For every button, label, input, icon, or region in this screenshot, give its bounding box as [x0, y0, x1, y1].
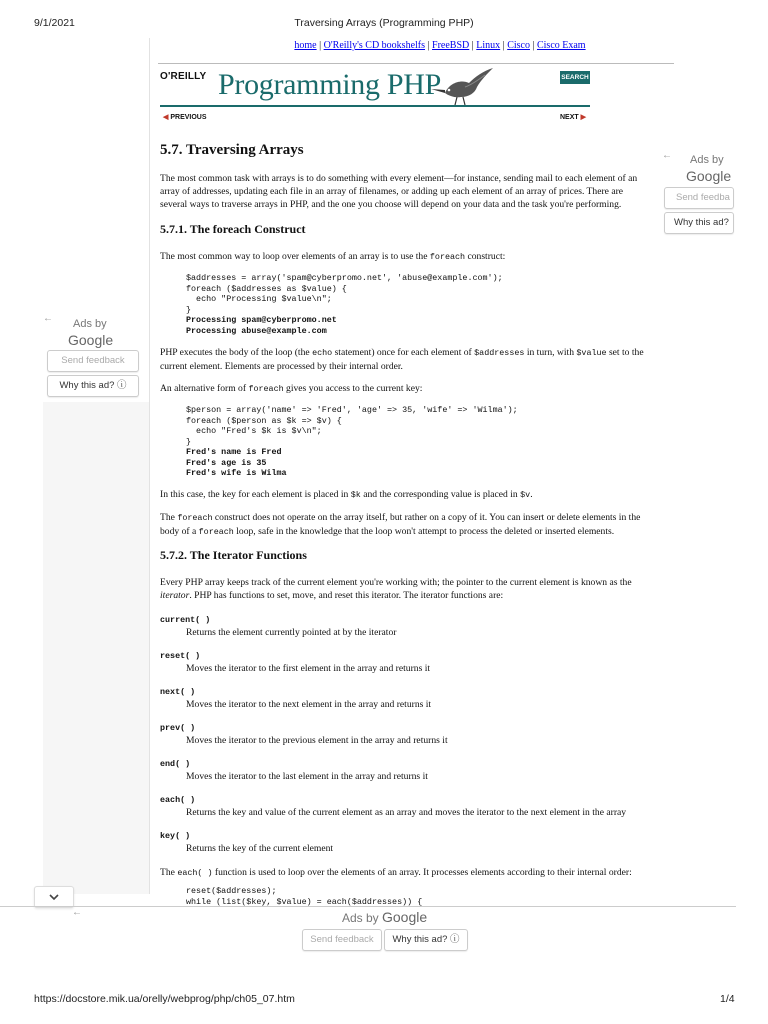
print-url: https://docstore.mik.ua/orelly/webprog/php/ch05_07.htm [34, 993, 295, 1005]
section-title: 5.7. Traversing Arrays [160, 142, 304, 158]
previous-link[interactable] [163, 113, 207, 121]
nav-link-cisco[interactable]: Cisco [507, 40, 530, 51]
chevron-down-icon [47, 890, 61, 904]
func-def-reset: Moves the iterator to the first element in the array and returns it [186, 663, 431, 674]
next-label: NEXT [560, 114, 579, 121]
code-block-each: reset($addresses); while (list($key, $value) = each($addresses)) { [186, 886, 423, 907]
foreach-copy-paragraph: The foreach construct does not operate on the array itself, but rather on a copy of it. You can insert or delete elements in the body of a foreach loop, safe in the knowledge that the loop won't attempt to process the deleted or inserted elements. [160, 512, 641, 537]
func-term-each: each( ) [160, 795, 196, 805]
ads-google-brand-bottom: Google [382, 909, 428, 925]
each-paragraph: The each( ) function is used to loop over the elements of an array. It processes elements according to their internal order: [160, 867, 632, 878]
nav-link-cisco-exam[interactable]: Cisco Exam [536, 40, 586, 51]
bottom-ad-back-arrow-icon[interactable]: ← [72, 907, 82, 918]
nav-link-linux[interactable]: Linux [476, 40, 501, 51]
print-page-title: Traversing Arrays (Programming PHP) [294, 17, 474, 29]
content-left-rule [149, 38, 150, 894]
banner-bottom-rule [160, 105, 590, 107]
send-feedback-button-right[interactable]: Send feedba [664, 187, 734, 209]
nav-link-home[interactable]: home [294, 40, 317, 51]
ads-google-brand-left: Google [68, 332, 114, 348]
func-term-key: key( ) [160, 831, 191, 841]
why-this-ad-button-bottom[interactable]: Why this ad? ⓘ [384, 929, 468, 951]
search-button[interactable]: SEARCH [560, 71, 590, 84]
ads-by-label-left: Ads by [73, 318, 107, 330]
bird-illustration-icon [425, 65, 499, 107]
func-term-end: end( ) [160, 759, 191, 769]
code-block-foreach-key: $person = array('name' => 'Fred', 'age' => 35, 'wife' => 'Wilma'); foreach ($person as $k => $v) { echo "Fred's $k is $v\n"; } Fred's name is Fred Fred's age is 35 Fred's wife is Wilma [186, 405, 518, 478]
intro-paragraph: The most common task with arrays is to do something with every element—for instance, sending mail to each element of an array of addresses, updating each file in an array of filenames, or adding up each element of an array of prices. There are several ways to traverse arrays in PHP, and the one you choose will depend on your data and the task you're performing. [160, 173, 638, 210]
key-value-paragraph: In this case, the key for each element is placed in $k and the corresponding value is placed in $v. [160, 489, 533, 500]
nav-link-cd-bookshelfs[interactable]: O'Reilly's CD bookshelfs [323, 40, 426, 51]
print-page-number: 1/4 [720, 993, 735, 1005]
previous-label: PREVIOUS [170, 114, 207, 121]
func-def-end: Moves the iterator to the last element in the array and returns it [186, 771, 428, 782]
code-block-foreach: $addresses = array('spam@cyberpromo.net', 'abuse@example.com'); foreach ($addresses as $value) { echo "Processing $value\n"; } Processing spam@cyberpromo.net Processing abuse@example.com [186, 273, 503, 336]
func-term-current: current( ) [160, 615, 211, 625]
iterator-intro-paragraph: Every PHP array keeps track of the current element you're working with; the pointer to the current element is known as the iterator. PHP has functions to set, move, and reset this iterator. The iterator functions are: [160, 577, 632, 601]
ads-google-brand-right: Google [686, 168, 732, 184]
ads-by-label-right: Ads by [690, 154, 724, 166]
foreach-body-paragraph: PHP executes the body of the loop (the echo statement) once for each element of $addresses in turn, with $value set to the current element. Elements are processed by their internal order. [160, 347, 644, 372]
func-def-each: Returns the key and value of the current element as an array and moves the iterator to the next element in the array [186, 807, 627, 818]
func-term-next: next( ) [160, 687, 196, 697]
ad-back-arrow-left-icon[interactable]: ← [43, 313, 53, 324]
send-feedback-button-bottom[interactable]: Send feedback [302, 929, 382, 951]
ads-by-label-bottom: Ads by [342, 911, 379, 925]
book-title-logo: Programming PHP [218, 68, 442, 101]
func-def-current: Returns the element currently pointed at by the iterator [186, 627, 397, 638]
left-ad-area [43, 402, 149, 894]
bottom-ad-rule [0, 906, 736, 907]
func-def-key: Returns the key of the current element [186, 843, 334, 854]
banner-top-rule [158, 63, 674, 64]
why-this-ad-button-left[interactable]: Why this ad? ⓘ [47, 375, 139, 397]
top-nav: home | O'Reilly's CD bookshelfs | FreeBSD | Linux | Cisco | Cisco Exam [294, 40, 586, 51]
next-link[interactable] [560, 113, 586, 121]
arrow-right-icon: ▶ [580, 114, 587, 121]
subsection-foreach-title: 5.7.1. The foreach Construct [160, 222, 306, 236]
foreach-key-paragraph: An alternative form of foreach gives you access to the current key: [160, 383, 423, 394]
foreach-intro-paragraph: The most common way to loop over elements of an array is to use the foreach construct: [160, 251, 506, 262]
send-feedback-button-left[interactable]: Send feedback [47, 350, 139, 372]
ad-back-arrow-icon[interactable]: ← [662, 150, 672, 161]
arrow-left-icon: ◀ [163, 114, 169, 121]
why-this-ad-button-right[interactable]: Why this ad? [664, 212, 734, 234]
func-def-next: Moves the iterator to the next element in the array and returns it [186, 699, 432, 710]
func-def-prev: Moves the iterator to the previous element in the array and returns it [186, 735, 448, 746]
nav-link-freebsd[interactable]: FreeBSD [432, 40, 470, 51]
print-date: 9/1/2021 [34, 17, 75, 29]
oreilly-logo: O'REILLY [160, 71, 207, 82]
subsection-iterator-title: 5.7.2. The Iterator Functions [160, 548, 307, 562]
collapse-ad-button[interactable] [34, 886, 74, 908]
func-term-prev: prev( ) [160, 723, 196, 733]
func-term-reset: reset( ) [160, 651, 201, 661]
